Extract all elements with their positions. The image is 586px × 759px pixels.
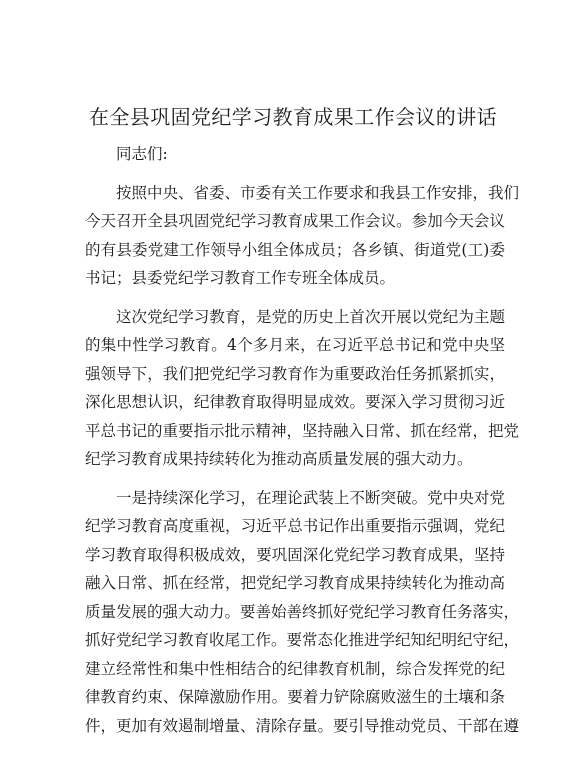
paragraph-line: 质量发展的强大动力。要善始善终抓好党纪学习教育任务落实， bbox=[85, 602, 520, 621]
paragraph-line: 书记；县委党纪学习教育工作专班全体成员。 bbox=[85, 269, 396, 287]
salutation: 同志们: bbox=[116, 145, 168, 163]
paragraph-line: 抓好党纪学习教育收尾工作。要常态化推进学纪知纪明纪守纪， bbox=[85, 631, 520, 649]
paragraph-3 bbox=[85, 484, 520, 741]
paragraph-line: 深化思想认识，纪律教育取得明显成效。要深入学习贯彻习近 bbox=[85, 393, 505, 411]
paragraph-line: 纪学习教育高度重视，习近平总书记作出重要指示强调，党纪 bbox=[85, 517, 505, 535]
paragraph-gap bbox=[85, 474, 505, 484]
paragraph-line: 件，更加有效遏制增量、清除存量。要引导推动党员、干部在遵 bbox=[85, 716, 520, 735]
paragraph-line: 的有县委党建工作领导小组全体成员；各乡镇、街道党(工)委 bbox=[85, 240, 505, 259]
document-body bbox=[85, 140, 520, 740]
paragraph-line: 学习教育取得积极成效，要巩固深化党纪学习教育成果，坚持 bbox=[85, 545, 505, 564]
paragraph-line: 纪学习教育成果持续转化为推动高质量发展的强大动力。 bbox=[85, 450, 473, 468]
paragraph-line: 建立经常性和集中性相结合的纪律教育机制，综合发挥党的纪 bbox=[85, 659, 505, 678]
paragraph-1 bbox=[85, 179, 520, 293]
paragraph-line: 强领导下，我们把党纪学习教育作为重要政治任务抓紧抓实， bbox=[85, 364, 505, 383]
paragraph-gap bbox=[85, 293, 505, 303]
paragraph-line: 今天召开全县巩固党纪学习教育成果工作会议。参加今天会议 bbox=[85, 212, 505, 230]
paragraph-line: 的集中性学习教育。4个多月来，在习近平总书记和党中央坚 bbox=[85, 336, 505, 354]
paragraph-line: 这次党纪学习教育，是党的历史上首次开展以党纪为主题 bbox=[116, 307, 505, 326]
paragraph-line: 按照中央、省委、市委有关工作要求和我县工作安排，我们 bbox=[116, 183, 520, 202]
paragraph-line: 融入日常、抓在经常，把党纪学习教育成果持续转化为推动高 bbox=[85, 574, 505, 592]
paragraph-line: 律教育约束、保障激励作用。要着力铲除腐败滋生的土壤和条 bbox=[85, 688, 505, 706]
paragraph-line: 一是持续深化学习，在理论武装上不断突破。党中央对党 bbox=[116, 488, 505, 507]
paragraph-2 bbox=[85, 303, 520, 474]
paragraph-gap bbox=[85, 169, 505, 179]
paragraph-line: 平总书记的重要指示批示精神，坚持融入日常、抓在经常，把党 bbox=[85, 421, 520, 440]
document-title: 在全县巩固党纪学习教育成果工作会议的讲话 bbox=[89, 105, 497, 129]
